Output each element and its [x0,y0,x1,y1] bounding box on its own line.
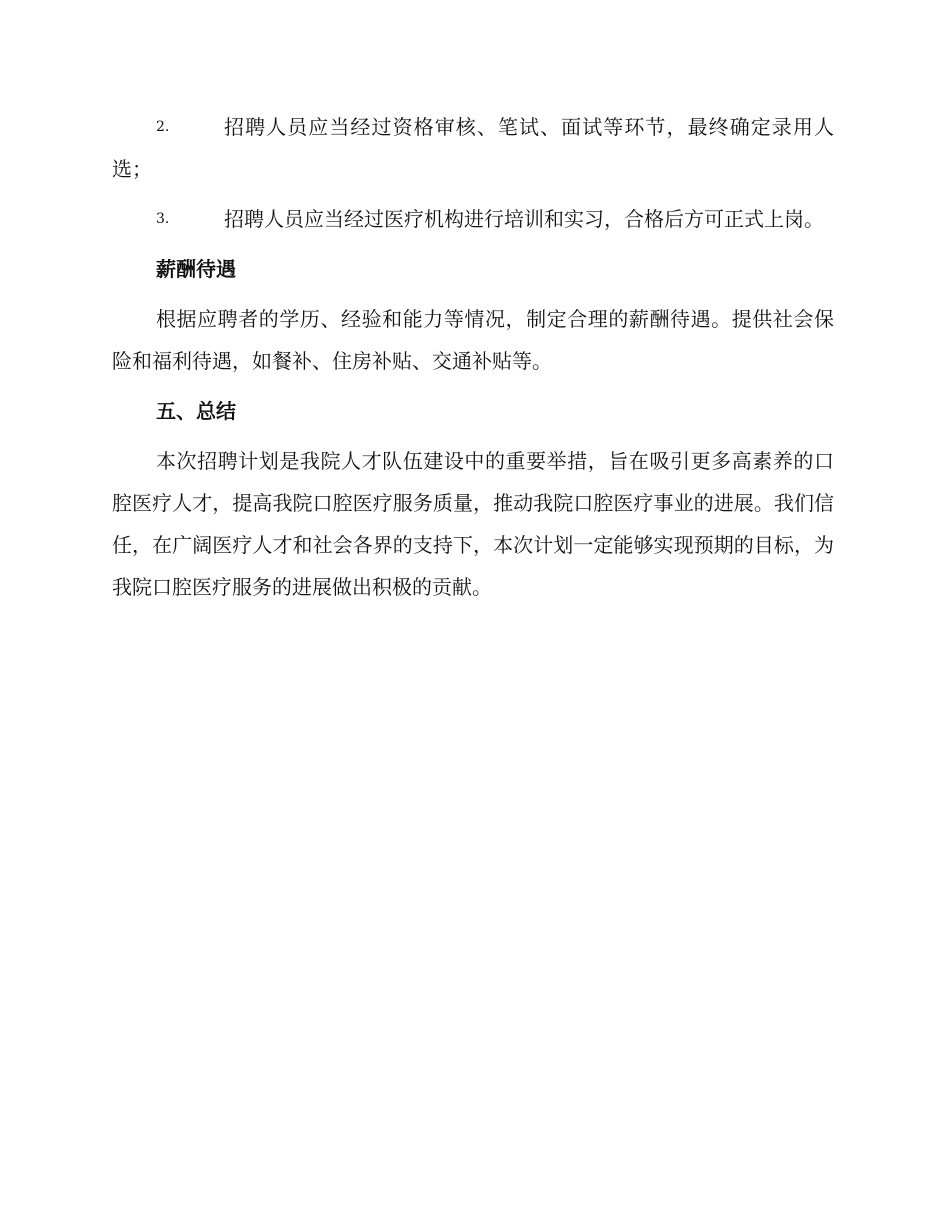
list-item [112,198,834,240]
list-item-number: 2. [156,119,170,135]
list-item-number: 3. [156,211,170,227]
list-item-text: 招聘人员应当经过医疗机构进行培训和实习，合格后方可正式上岗。 [224,207,824,231]
list-item-text: 招聘人员应当经过资格审核、笔试、面试等环节，最终确定录用人选； [112,115,834,181]
section-heading-salary: 薪酬待遇 [156,257,236,281]
salary-paragraph: 根据应聘者的学历、经验和能力等情况，制定合理的薪酬待遇。提供社会保险和福利待遇，如餐补、住房补贴、交通补贴等。 [112,307,834,373]
section-heading-summary: 五、总结 [156,399,236,423]
list-item [112,106,834,190]
document-page [112,106,834,616]
summary-paragraph: 本次招聘计划是我院人才队伍建设中的重要举措，旨在吸引更多高素养的口腔医疗人才，提高我院口腔医疗服务质量，推动我院口腔医疗事业的进展。我们信任，在广阔医疗人才和社会各界的支持下，本次计划一定能够实现预期的目标，为我院口腔医疗服务的进展做出积极的贡献。 [112,449,834,599]
